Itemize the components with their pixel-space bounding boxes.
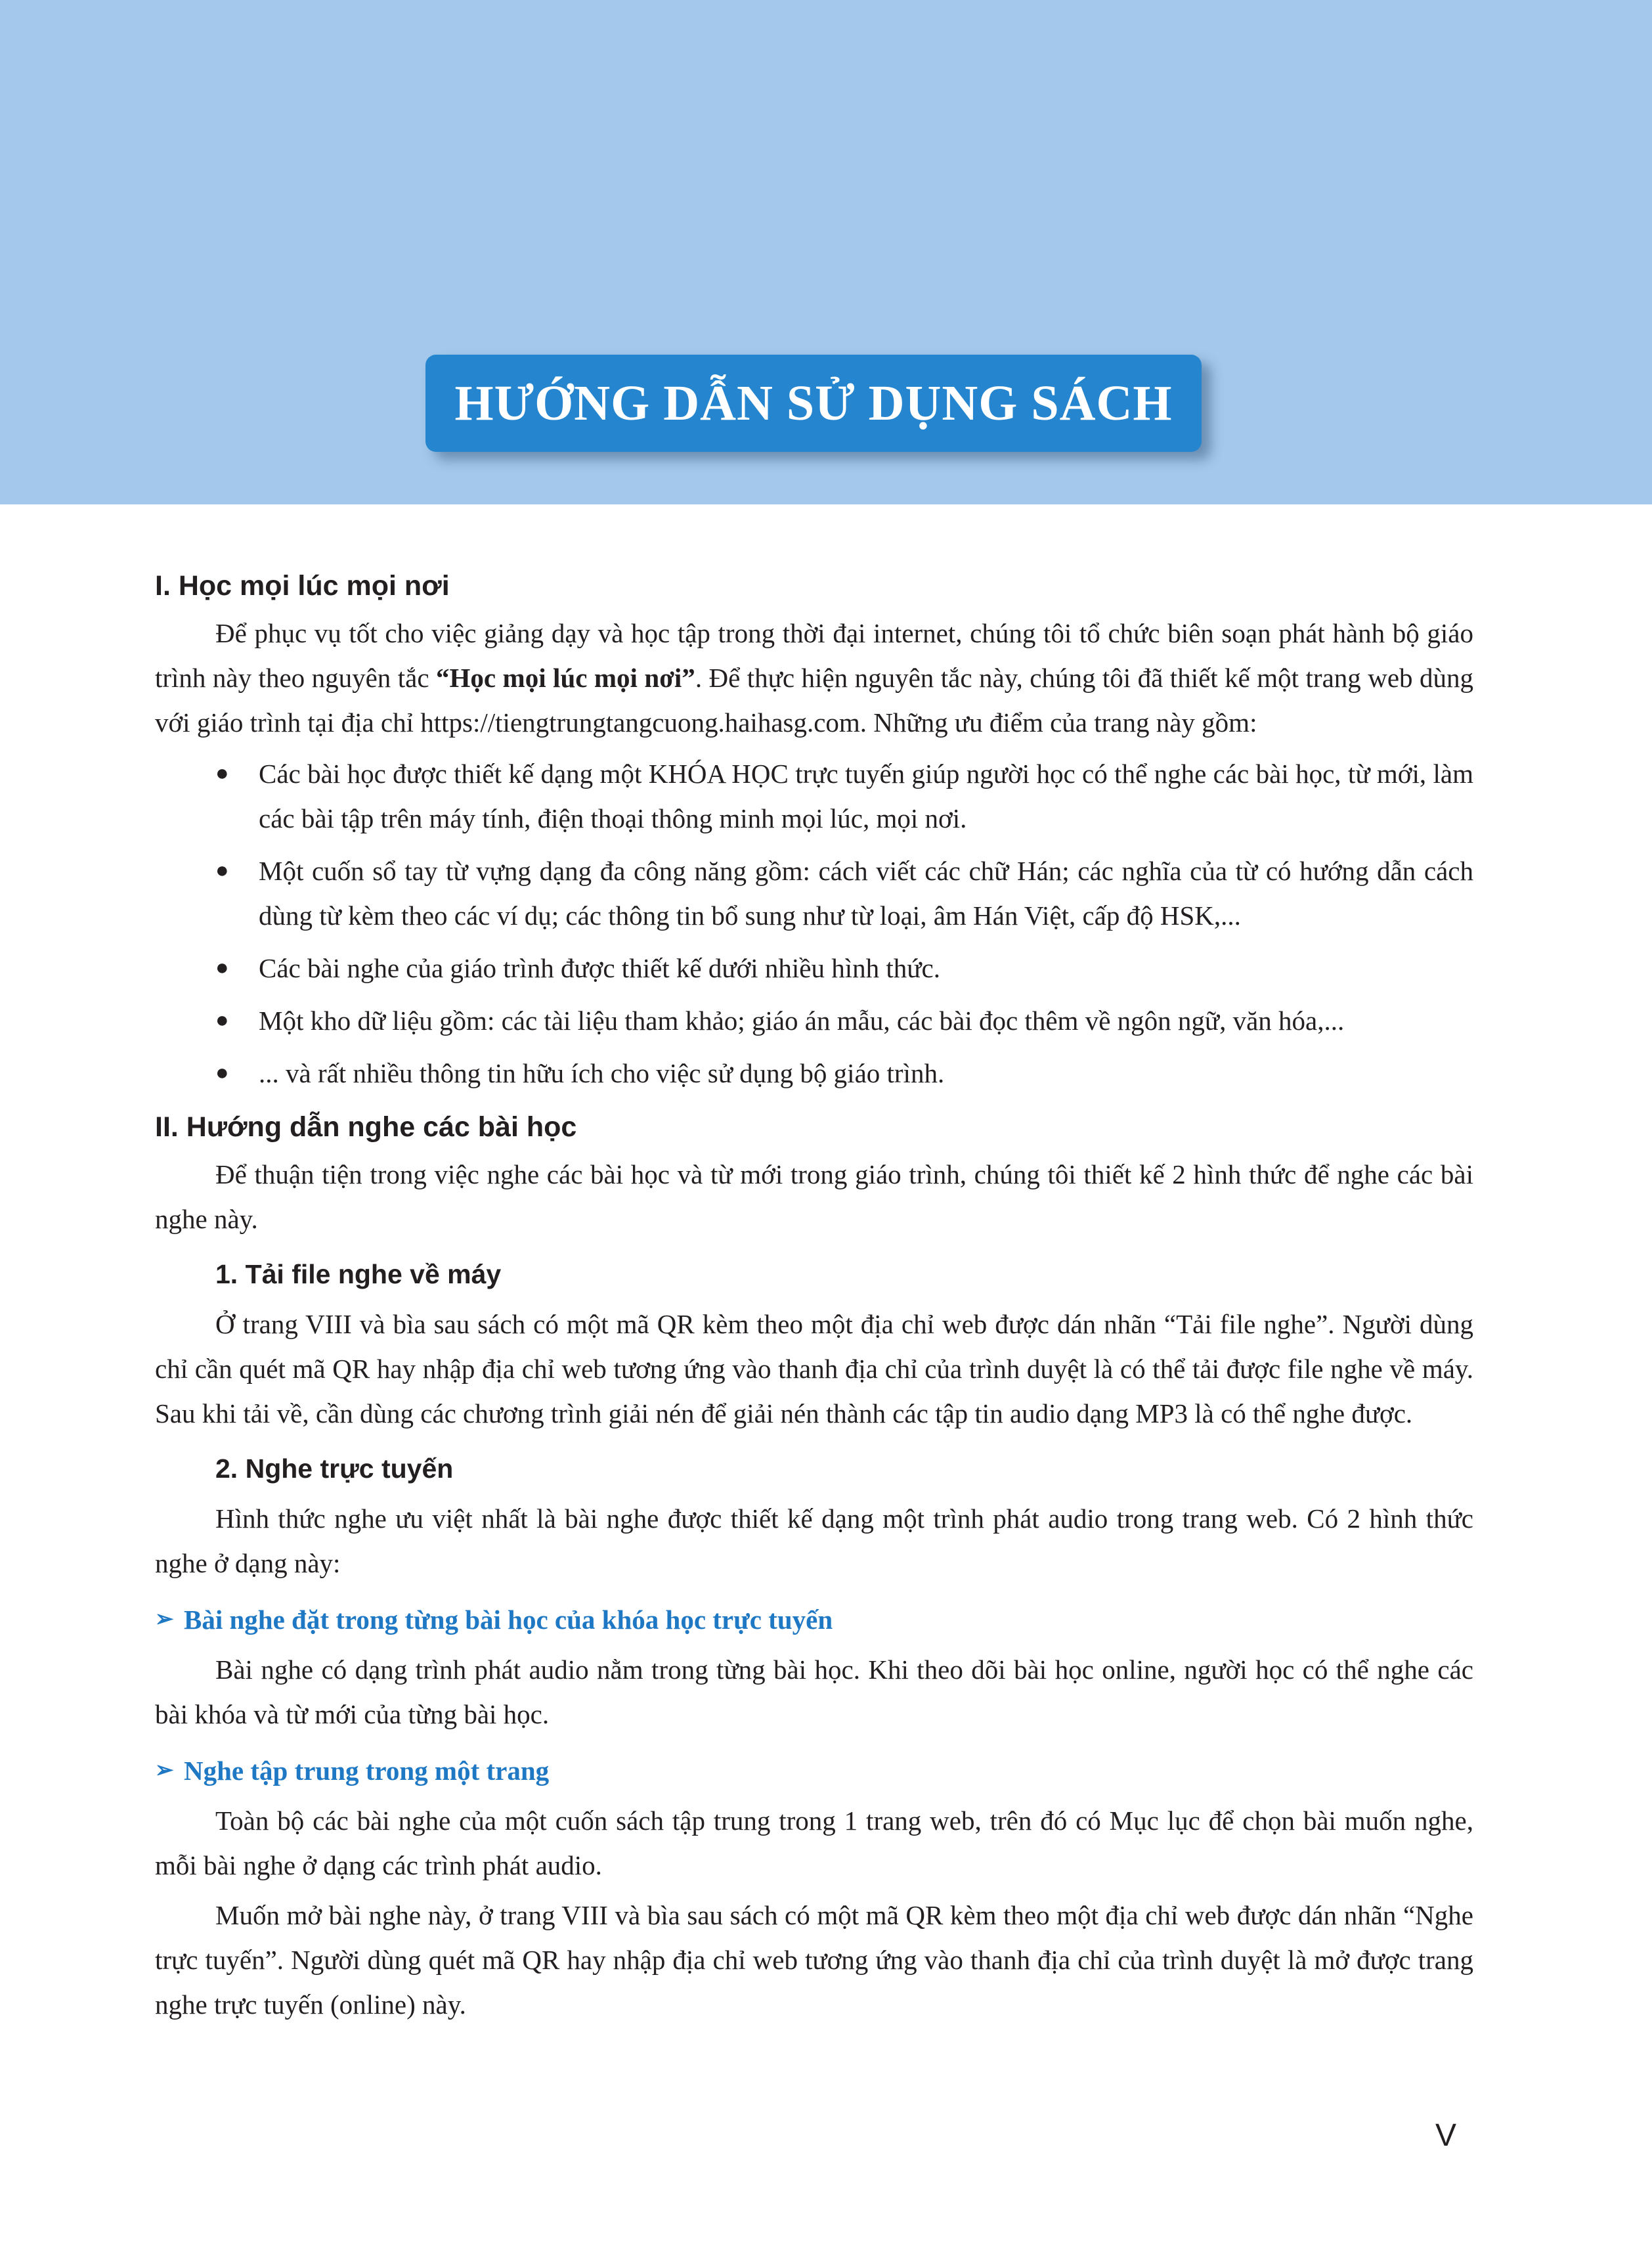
list-item [155, 1051, 1473, 1096]
intro-text-post: . Để thực hiện nguyên tắc này, chúng tôi đã thiết kế một trang web dùng với giáo trình tại địa chỉ https://tiengtrungtangcuong.haihasg.com. Những ưu điểm của trang này gồm: [155, 663, 1473, 738]
subsection-online-heading: 2. Nghe trực tuyến [215, 1453, 454, 1484]
section-2-heading: II. Hướng dẫn nghe các bài học [155, 1111, 577, 1143]
page-title: HƯỚNG DẪN SỬ DỤNG SÁCH [454, 375, 1173, 431]
subsection-download-heading: 1. Tải file nghe về máy [215, 1259, 502, 1289]
mode-b-heading-text: Nghe tập trung trong một trang [184, 1756, 550, 1786]
list-item-text: Một cuốn sổ tay từ vựng dạng đa công năng gồm: cách viết các chữ Hán; các nghĩa của từ có hướng dẫn cách dùng từ kèm theo các ví dụ; các thông tin bổ sung như từ loại, âm Hán Việt, cấp độ HSK,... [259, 856, 1473, 931]
main-content [155, 564, 1473, 2032]
subsection-online-text: Hình thức nghe ưu việt nhất là bài nghe được thiết kế dạng một trình phát audio trong trang web. Có 2 hình thức nghe ở dạng này: [155, 1503, 1473, 1578]
mode-a-text: Bài nghe có dạng trình phát audio nằm trong từng bài học. Khi theo dõi bài học online, người học có thể nghe các bài khóa và từ mới của từng bài học. [155, 1654, 1473, 1729]
page-number: V [1435, 2118, 1457, 2153]
mode-a-heading [155, 1597, 1473, 1642]
list-item [155, 751, 1473, 841]
arrow-bullet-icon: ➢ [155, 1607, 174, 1631]
bullet-icon: ● [215, 1061, 229, 1085]
section-2-intro: Để thuận tiện trong việc nghe các bài học và từ mới trong giáo trình, chúng tôi thiết kế 2 hình thức để nghe các bài nghe này. [155, 1159, 1473, 1234]
mode-b-text-2: Muốn mở bài nghe này, ở trang VIII và bìa sau sách có một mã QR kèm theo một địa chỉ web được dán nhãn “Nghe trực tuyến”. Người dùng quét mã QR hay nhập địa chỉ web tương ứng vào thanh địa chỉ của trình duyệt là mở được trang nghe trực tuyến (online) này. [155, 1900, 1473, 2020]
intro-bold-phrase: “Học mọi lúc mọi nơi” [436, 663, 695, 693]
list-item-text: Các bài nghe của giáo trình được thiết kế dưới nhiều hình thức. [259, 953, 940, 983]
mode-b-heading [155, 1748, 1473, 1793]
list-item-text: Các bài học được thiết kế dạng một KHÓA HỌC trực tuyến giúp người học có thể nghe các bài học, từ mới, làm các bài tập trên máy tính, điện thoại thông minh mọi lúc, mọi nơi. [259, 759, 1473, 833]
bullet-icon: ● [215, 1008, 229, 1032]
bullet-icon: ● [215, 761, 229, 786]
section-1-intro [155, 611, 1473, 745]
list-item [155, 946, 1473, 990]
intro-text-pre: Để phục vụ tốt cho việc giảng dạy và học tập trong thời đại internet, chúng tôi tổ chức biên soạn phát hành bộ giáo trình này theo nguyên tắc [155, 618, 1473, 693]
list-item [155, 998, 1473, 1043]
mode-b-text-1: Toàn bộ các bài nghe của một cuốn sách tập trung trong 1 trang web, trên đó có Mục lục để chọn bài muốn nghe, mỗi bài nghe ở dạng các trình phát audio. [155, 1805, 1473, 1880]
advantages-list [155, 751, 1473, 1096]
header-banner [0, 0, 1652, 504]
mode-a-heading-text: Bài nghe đặt trong từng bài học của khóa học trực tuyến [184, 1605, 833, 1635]
bullet-icon: ● [215, 956, 229, 980]
list-item-text: ... và rất nhiều thông tin hữu ích cho việc sử dụng bộ giáo trình. [259, 1058, 945, 1088]
title-box [425, 355, 1202, 452]
section-1-heading: I. Học mọi lúc mọi nơi [155, 570, 450, 602]
list-item [155, 849, 1473, 938]
arrow-bullet-icon: ➢ [155, 1758, 174, 1782]
bullet-icon: ● [215, 858, 229, 883]
list-item-text: Một kho dữ liệu gồm: các tài liệu tham khảo; giáo án mẫu, các bài đọc thêm về ngôn ngữ, văn hóa,... [259, 1006, 1345, 1036]
subsection-download-text: Ở trang VIII và bìa sau sách có một mã QR kèm theo một địa chỉ web được dán nhãn “Tải file nghe”. Người dùng chỉ cần quét mã QR hay nhập địa chỉ web tương ứng vào thanh địa chỉ của trình duyệt là có thể tải được file nghe về máy. Sau khi tải về, cần dùng các chương trình giải nén để giải nén thành các tập tin audio dạng MP3 là có thể nghe được. [155, 1309, 1473, 1428]
